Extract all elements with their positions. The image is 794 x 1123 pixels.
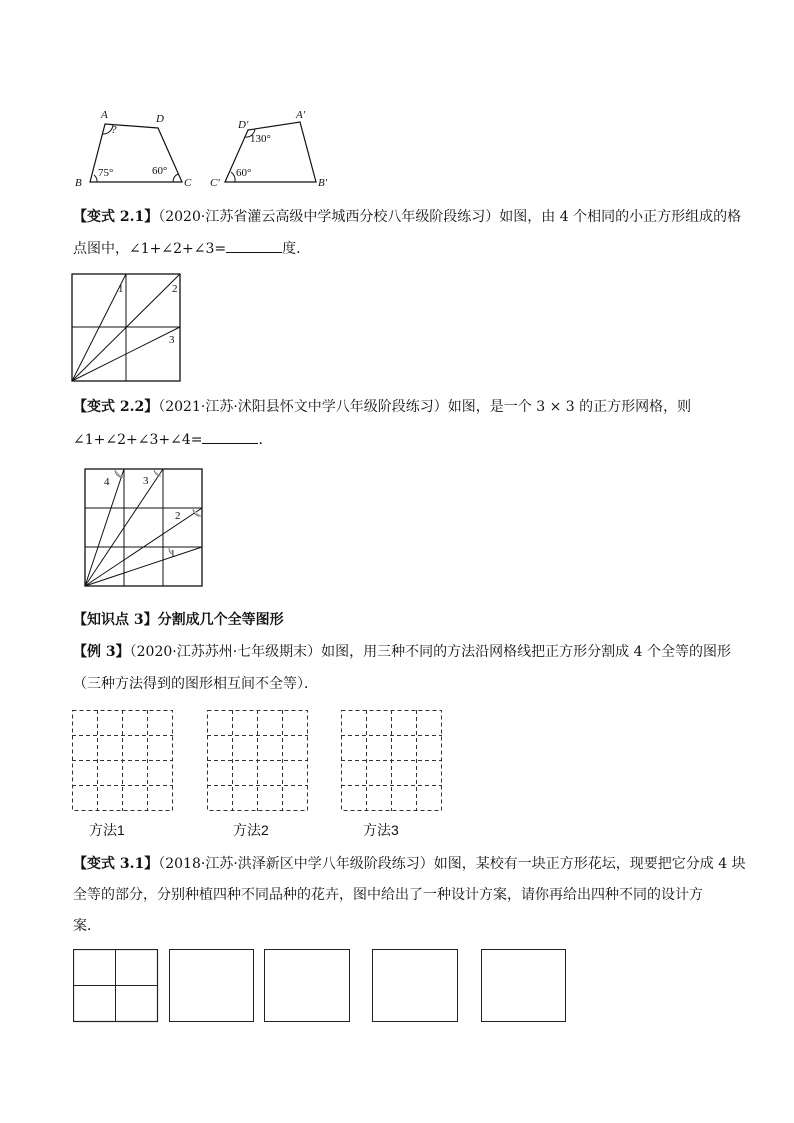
variant-2-2-text: （2021·江苏·沭阳县怀文中学八年级阶段练习）如图，是一个 3 × 3 的正方形网格，则 <box>158 399 692 415</box>
example-3-text: （2020·江苏苏州·七年级期末）如图，用三种不同的方法沿网格线把正方形分割成 4 个全等的图形 <box>129 644 731 660</box>
variant-2-1-expression: 点图中，∠1+∠2+∠3= <box>73 241 227 257</box>
variant-3-1-line3 <box>73 917 101 935</box>
example-3-tag: 【例 3】 <box>73 644 130 660</box>
flowerbed-blank-1 <box>169 949 254 1022</box>
vertex-label-d: D <box>156 113 164 125</box>
answer-blank <box>226 240 282 253</box>
variant-2-2-end: ． <box>258 432 273 448</box>
variant-2-1-line1 <box>73 208 741 226</box>
flowerbed-blank-2 <box>264 949 350 1022</box>
grid-figure-2x2 <box>70 272 185 384</box>
angle-label-c-prime: 60° <box>236 167 252 179</box>
angle-label-a: ? <box>111 124 117 136</box>
angle-label-2: 2 <box>172 283 178 295</box>
vertex-label-c-prime: C′ <box>210 177 220 189</box>
angle-label-2: 2 <box>175 510 181 522</box>
vertex-label-b: B <box>75 177 82 189</box>
variant-3-1-text: （2018·江苏·洪泽新区中学八年级阶段练习）如图，某校有一块正方形花坛，现要把它分成 4 块 <box>158 856 746 872</box>
dashed-grid-method-2 <box>207 710 308 811</box>
vertex-label-d-prime: D′ <box>238 119 249 131</box>
variant-3-1-line2 <box>73 886 703 904</box>
example-3-line2 <box>73 675 318 693</box>
variant-3-1-line1 <box>73 855 746 873</box>
knowledge-point-3-tag: 【知识点 3】 <box>73 612 158 628</box>
variant-2-1-tag: 【变式 2.1】 <box>73 209 159 225</box>
angle-label-d-prime: 130° <box>250 133 271 145</box>
flowerbed-blank-4 <box>481 949 566 1022</box>
flowerbed-example-design <box>73 949 159 1023</box>
caption-method-1: 方法1 <box>89 822 125 838</box>
angle-label-b: 75° <box>98 167 114 179</box>
vertex-label-a: A <box>101 109 108 121</box>
variant-3-1-text-cont: 全等的部分，分别种植四种不同品种的花卉，图中给出了一种设计方案，请你再给出四种不同的设计方 <box>73 887 703 903</box>
quadrilateral-abcd <box>75 109 192 189</box>
flowerbed-blank-3 <box>372 949 458 1022</box>
vertex-label-a-prime: A′ <box>296 109 306 121</box>
vertex-label-c: C <box>184 177 192 189</box>
variant-2-2-tag: 【变式 2.2】 <box>73 399 159 415</box>
vertex-label-b-prime: B′ <box>318 177 328 189</box>
angle-label-c: 60° <box>152 165 168 177</box>
variant-2-2-line1 <box>73 398 691 416</box>
angle-label-1: 1 <box>170 548 176 560</box>
angle-label-4: 4 <box>104 476 110 488</box>
caption-method-2: 方法2 <box>233 822 269 838</box>
dashed-grid-method-3 <box>341 710 442 811</box>
dashed-grid-method-1 <box>72 710 173 811</box>
variant-2-2-expression: ∠1+∠2+∠3+∠4= <box>73 432 203 448</box>
knowledge-point-3-heading <box>73 611 284 629</box>
variant-3-1-text-end: 案． <box>73 918 101 934</box>
answer-blank <box>202 431 258 444</box>
variant-2-1-unit: 度． <box>282 241 311 257</box>
example-3-line1 <box>73 643 731 661</box>
quadrilateral-abcd-prime <box>210 109 328 189</box>
variant-2-2-line2 <box>73 431 272 449</box>
variant-2-1-text: （2020·江苏省灌云高级中学城西分校八年级阶段练习）如图，由 4 个相同的小正方形组成的格 <box>158 209 742 225</box>
angle-label-1: 1 <box>118 283 124 295</box>
variant-3-1-tag: 【变式 3.1】 <box>73 856 159 872</box>
caption-method-3: 方法3 <box>363 822 399 838</box>
variant-2-1-line2 <box>73 240 310 258</box>
example-3-text-cont: （三种方法得到的图形相互间不全等）． <box>73 676 318 692</box>
quadrilateral-figures <box>60 100 360 195</box>
angle-label-3: 3 <box>143 475 149 487</box>
knowledge-point-3-title: 分割成几个全等图形 <box>157 612 284 628</box>
grid-figure-3x3 <box>82 466 206 590</box>
angle-label-3: 3 <box>169 334 175 346</box>
